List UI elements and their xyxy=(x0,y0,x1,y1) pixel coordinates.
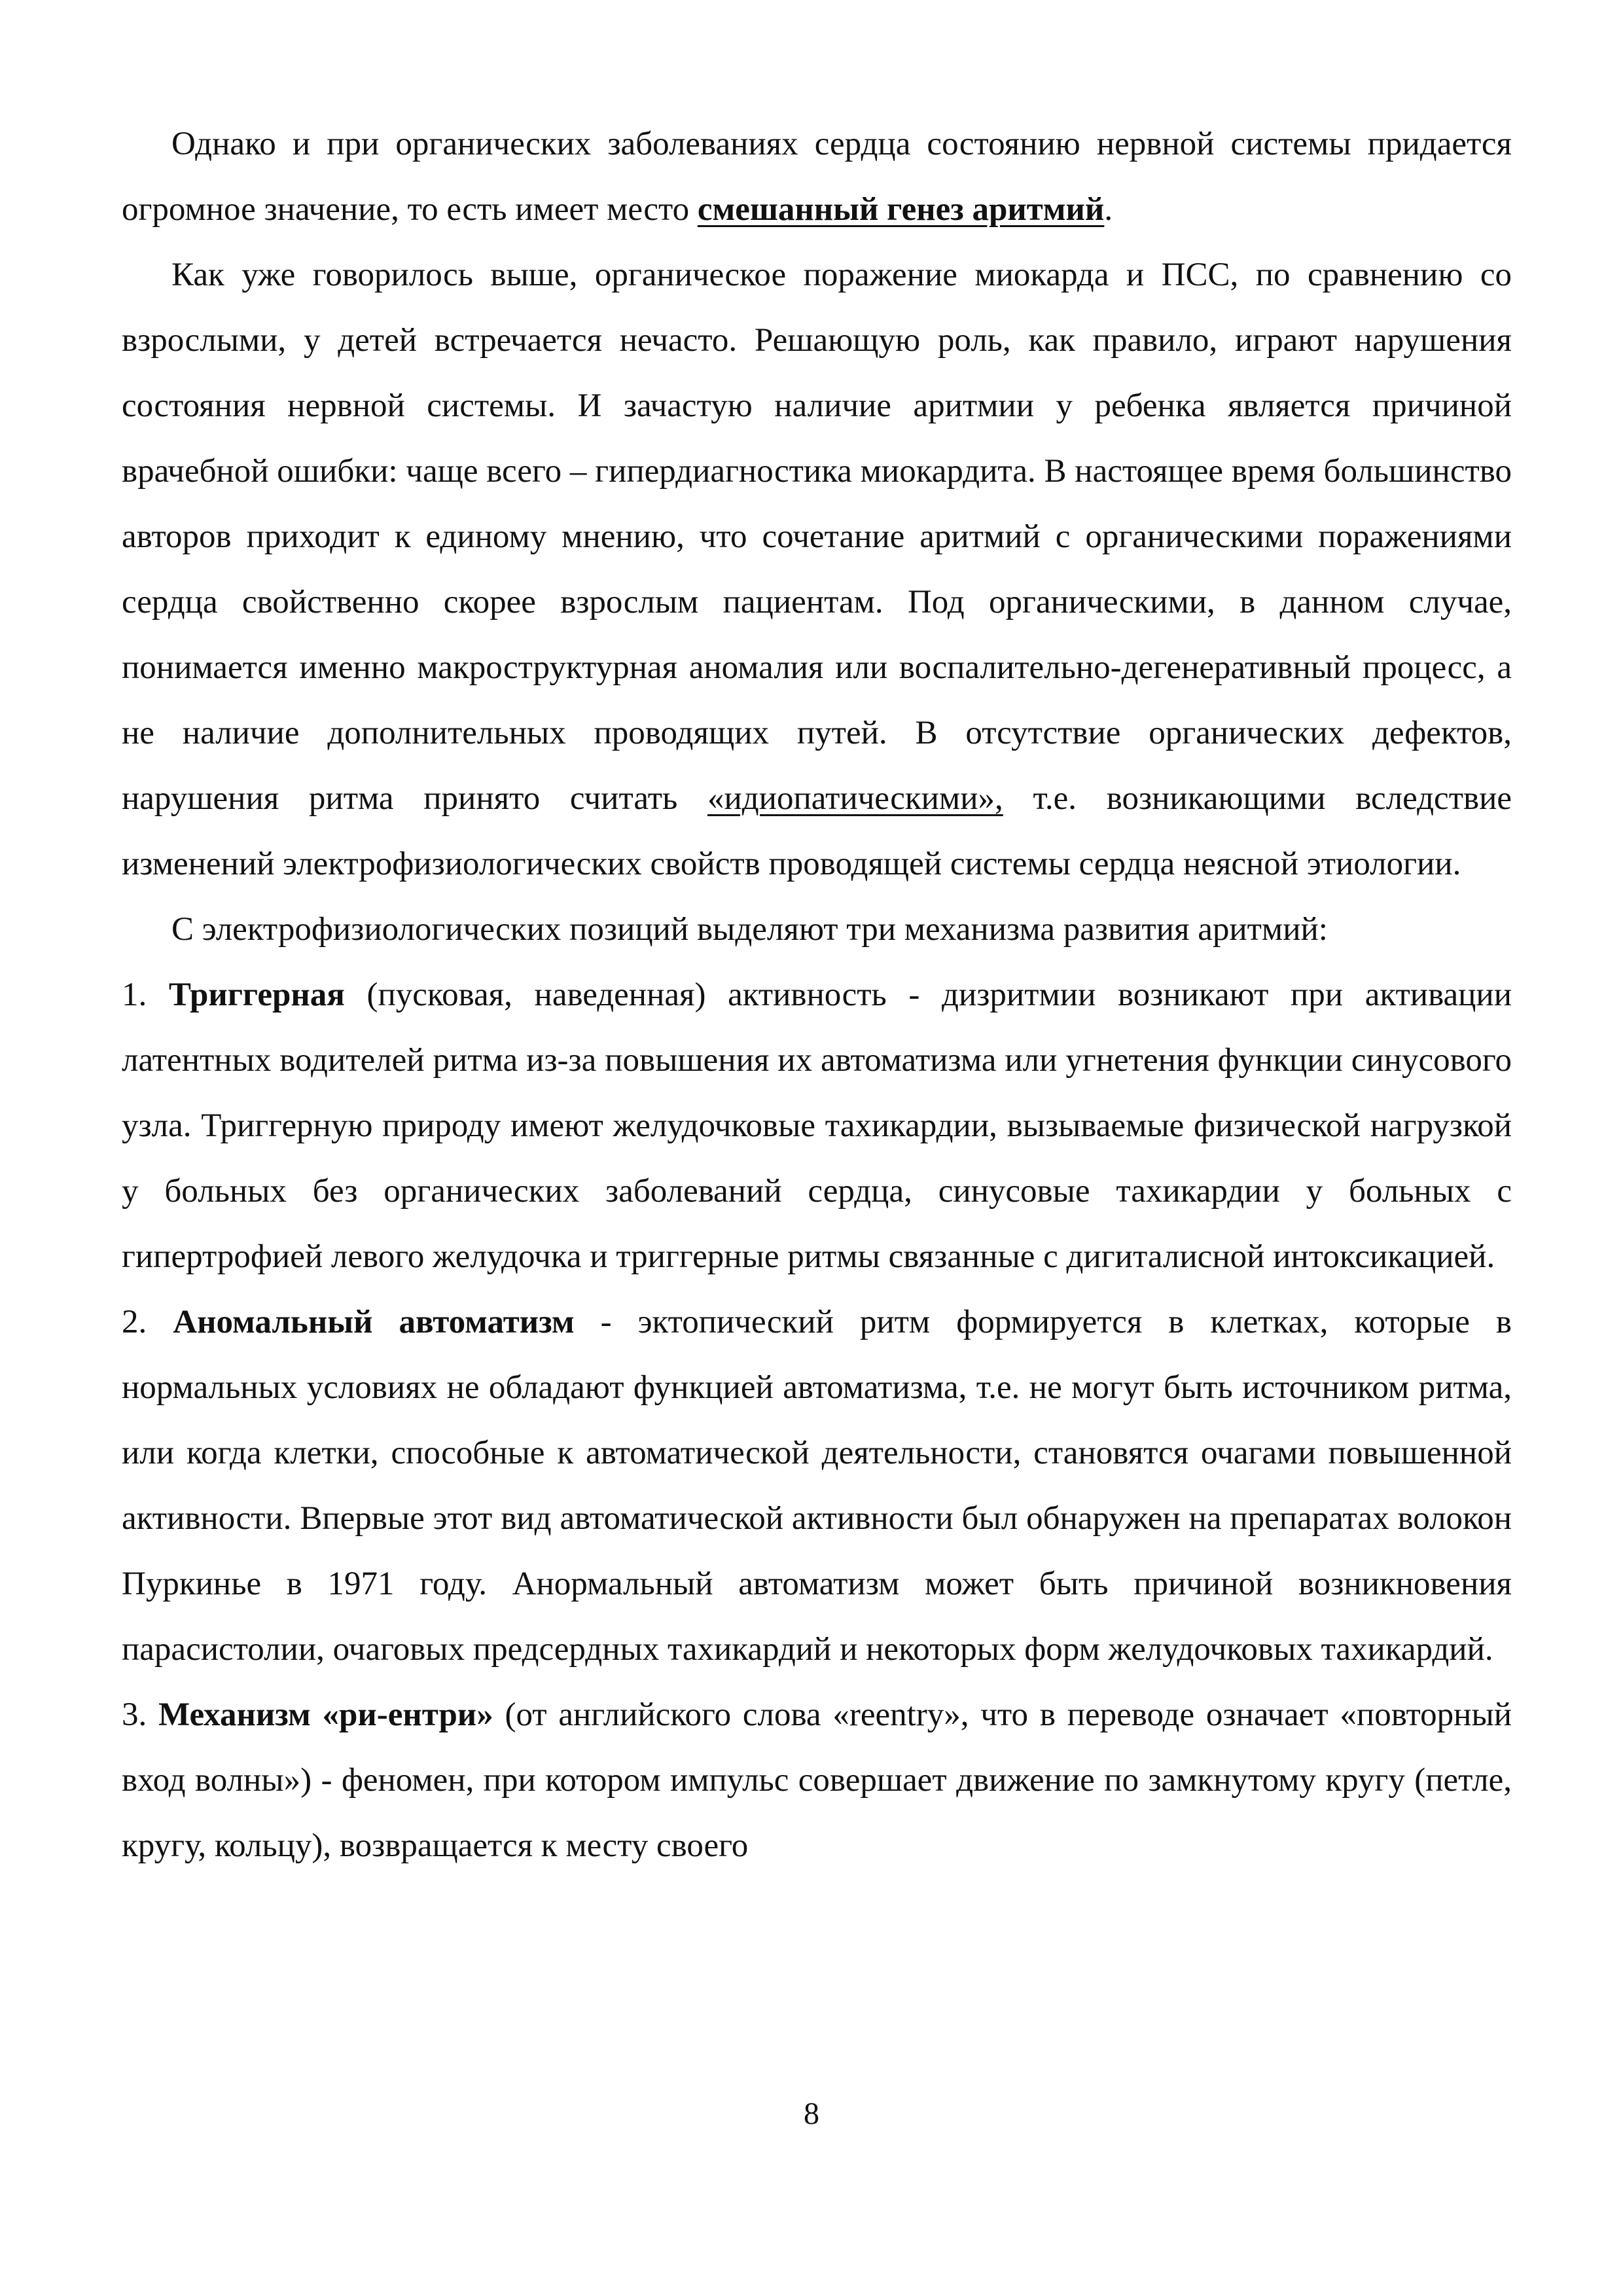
list-number: 1. xyxy=(122,977,169,1013)
list-number: 2. xyxy=(122,1304,173,1340)
paragraph-text: Однако и при органических заболеваниях сердца состоянию нервной системы придается огромное значение, то есть имеет место xyxy=(122,126,1512,228)
list-text: (пусковая, наведенная) активность - дизритмии возникают при активации латентных водителей ритма из-за повышения их автоматизма или угнетения функции синусового узла. Триггерную природу имеют желудочковые тахикардии, вызываемые физической нагрузкой у больных без органических заболеваний сердца, синусовые тахикардии у больных с гипертрофией левого желудочка и триггерные ритмы связанные с дигиталисной интоксикацией. xyxy=(122,977,1512,1275)
page-number: 8 xyxy=(804,2096,819,2131)
list-term: Триггерная xyxy=(168,977,345,1013)
list-text: - эктопический ритм формируется в клетках, которые в нормальных условиях не обладают функцией автоматизма, т.е. не могут быть источником ритма, или когда клетки, способные к автоматической деятельности, становятся очагами повышенной активности. Впервые этот вид автоматической активности был обнаружен на препаратах волокон Пуркинье в 1971 году. Анормальный автоматизм может быть причиной возникновения парасистолии, очаговых предсердных тахикардий и некоторых форм желудочковых тахикардий. xyxy=(122,1304,1512,1668)
paragraph-text: Как уже говорилось выше, органическое поражение миокарда и ПСС, по сравнению со взрослыми, у детей встречается нечасто. Решающую роль, как правило, играют нарушения состояния нервной системы. И зачастую наличие аритмии у ребенка является причиной врачебной ошибки: чаще всего – гипердиагностика миокардита. В настоящее время большинство авторов приходит к единому мнению, что сочетание аритмий с органическими поражениями сердца свойственно скорее взрослым пациентам. Под органическими, в данном случае, понимается именно макроструктурная аномалия или воспалительно-дегенеративный процесс, а не наличие дополнительных проводящих путей. В отсутствие органических дефектов, нарушения ритма принято считать xyxy=(122,257,1512,817)
paragraph-organic-lesions xyxy=(122,242,1512,897)
list-item-triggered-activity xyxy=(122,962,1512,1289)
list-item-reentry xyxy=(122,1682,1512,1878)
list-text: (от английского слова «reentry», что в переводе означает «повторный вход волны») - феномен, при котором импульс совершает движение по замкнутому кругу (петле, кругу, кольцу), возвращается к месту своего xyxy=(122,1696,1512,1864)
list-term: Механизм «ри-ентри» xyxy=(158,1696,493,1733)
list-term: Аномальный автоматизм xyxy=(173,1304,575,1340)
paragraph-mechanisms-intro xyxy=(122,897,1512,962)
emphasis-mixed-genesis: смешанный генез аритмий xyxy=(697,191,1105,228)
underlined-idiopathic: «идиопатическими», xyxy=(707,780,1003,817)
paragraph-text: . xyxy=(1104,191,1113,228)
list-item-abnormal-automatism xyxy=(122,1289,1512,1682)
paragraph-mixed-genesis xyxy=(122,111,1512,242)
paragraph-text: т.е. возникающими вследствие изменений электрофизиологических свойств проводящей системы сердца неясной этиологии. xyxy=(122,780,1512,882)
paragraph-text: С электрофизиологических позиций выделяют три механизма развития аритмий: xyxy=(171,911,1328,948)
body-text xyxy=(122,111,1512,1878)
list-number: 3. xyxy=(122,1696,159,1733)
